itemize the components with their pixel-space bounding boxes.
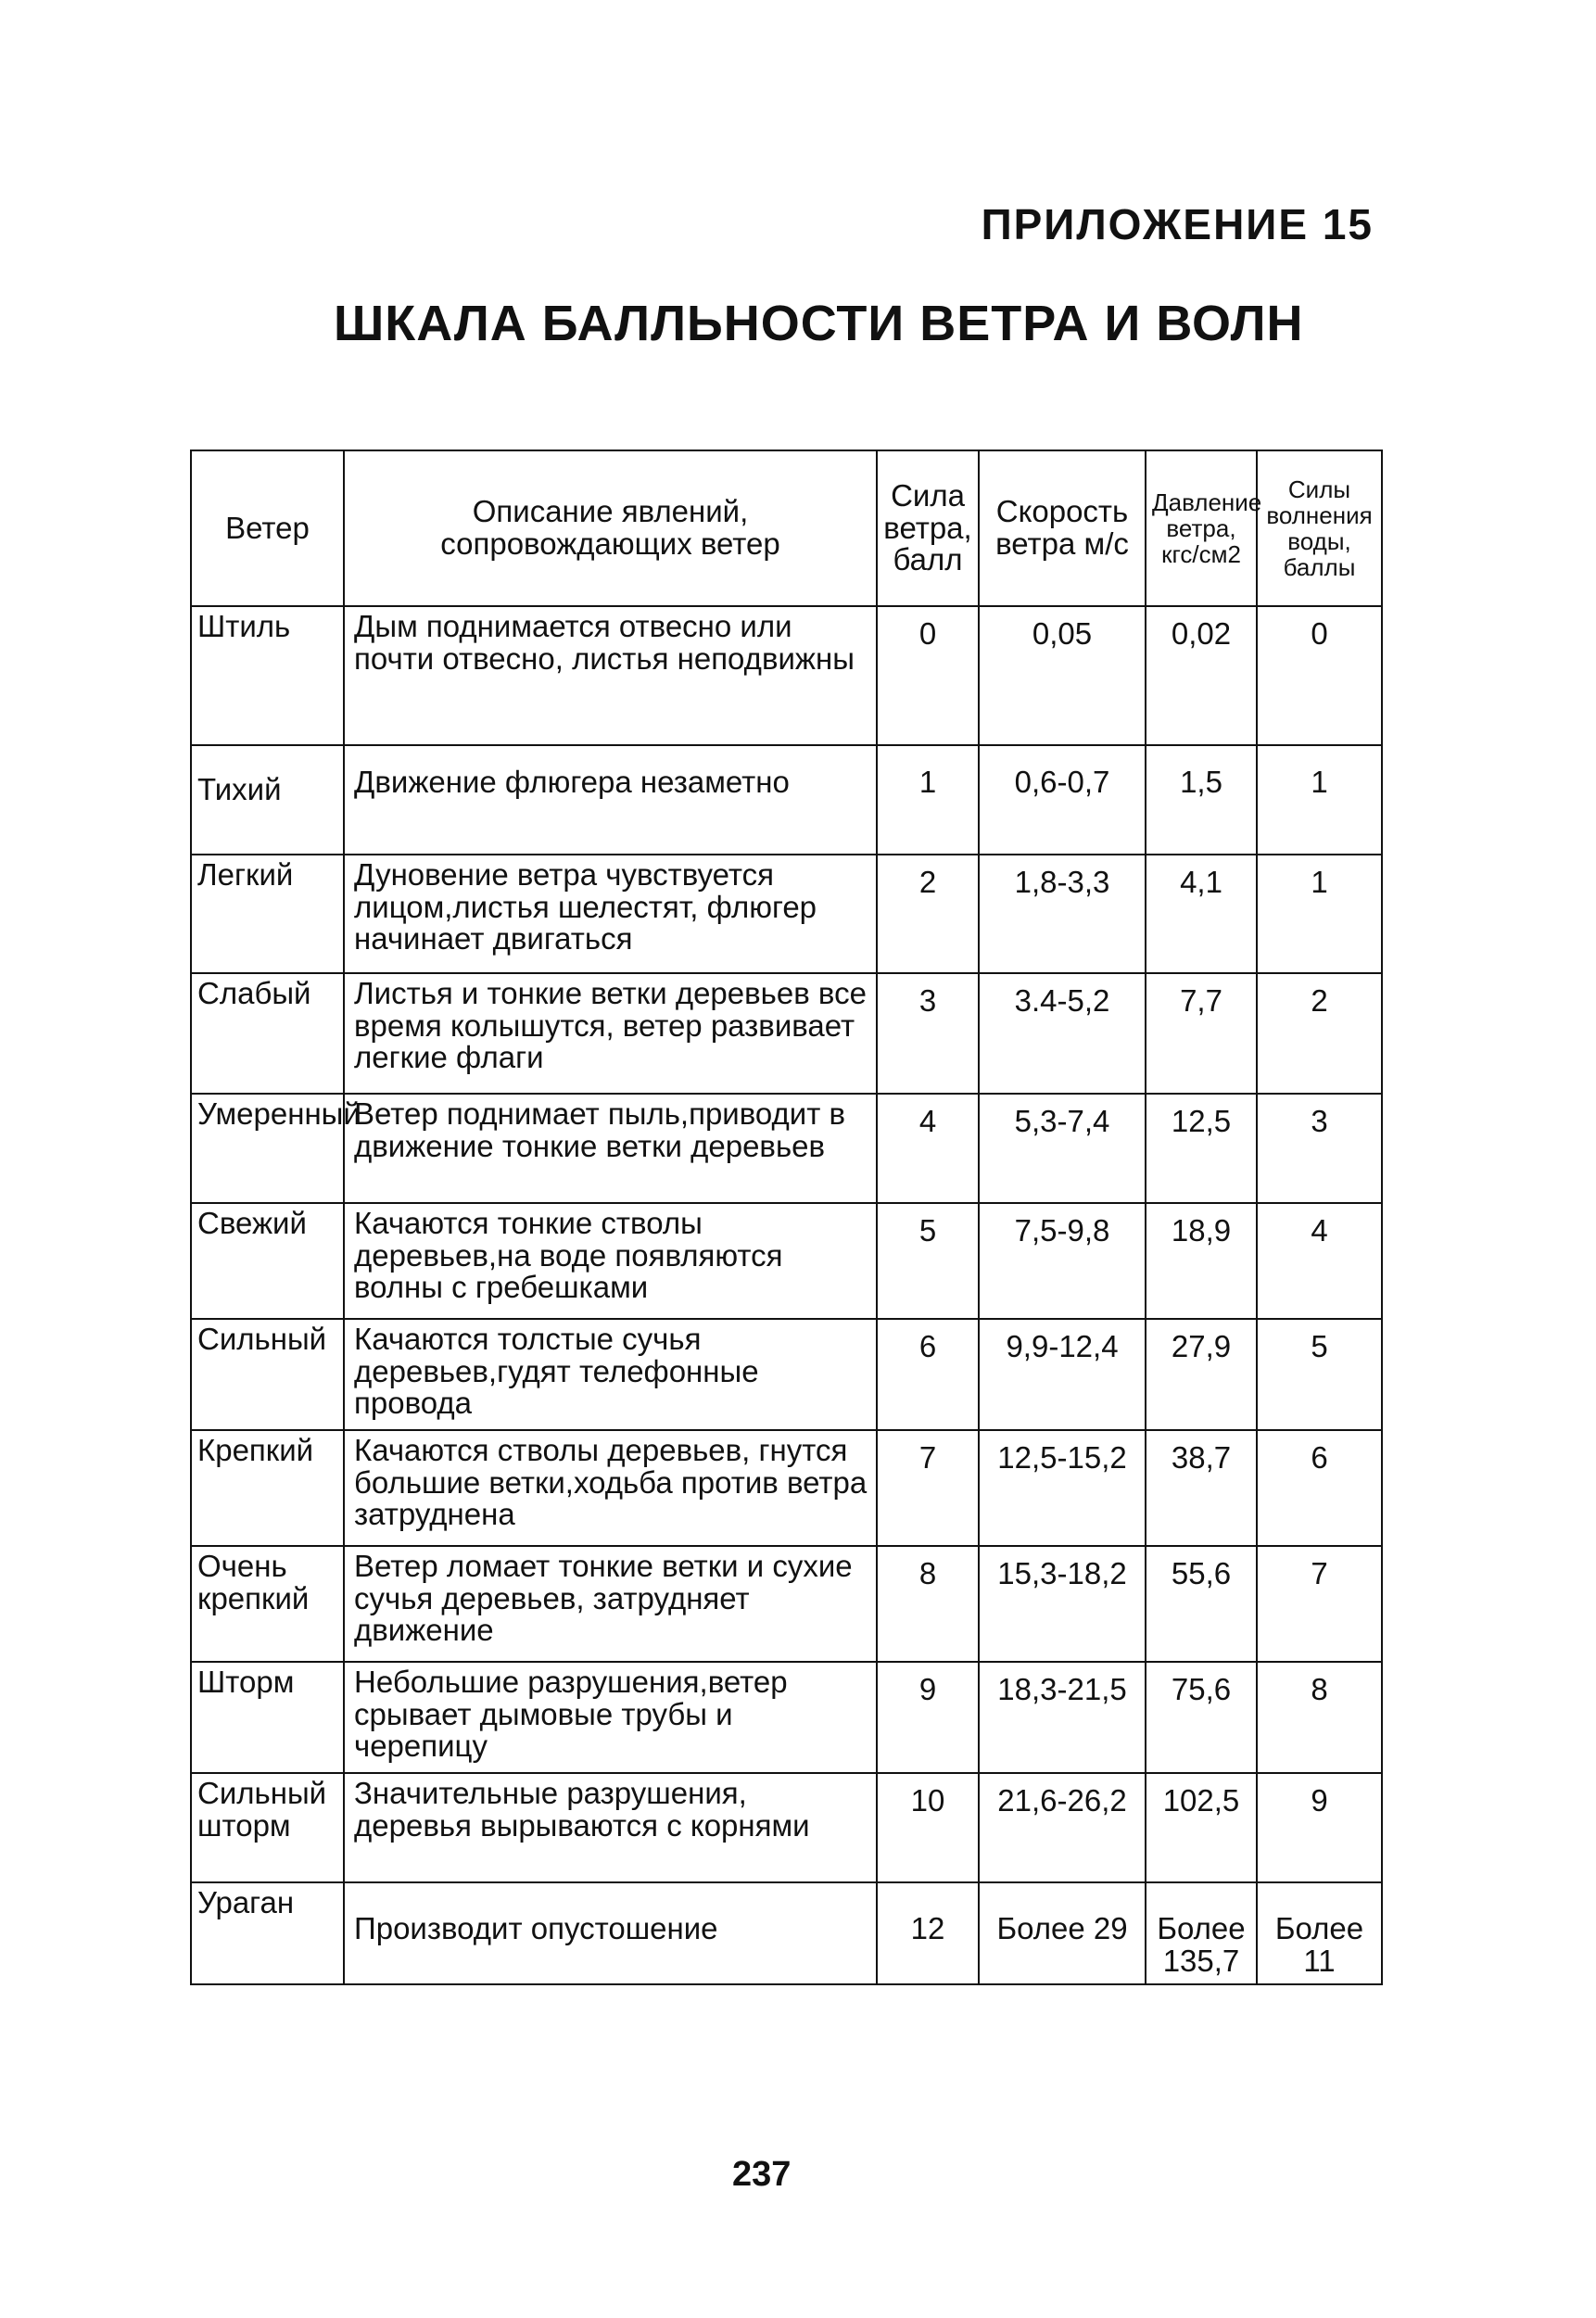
cell-force: 9 <box>877 1662 979 1773</box>
cell-wind: Слабый <box>191 973 344 1094</box>
cell-description: Небольшие разрушения,ветер срывает дымовые трубы и черепицу <box>344 1662 877 1773</box>
column-header-speed: Скорость ветра м/с <box>979 450 1146 606</box>
cell-waves: 5 <box>1257 1319 1382 1430</box>
cell-speed: 5,3-7,4 <box>979 1094 1146 1203</box>
cell-waves: 2 <box>1257 973 1382 1094</box>
cell-waves: 1 <box>1257 855 1382 973</box>
table-row <box>191 1773 1382 1882</box>
cell-waves: 0 <box>1257 606 1382 745</box>
cell-description: Значительные разрушения, деревья вырываются с корнями <box>344 1773 877 1882</box>
table-row <box>191 1430 1382 1546</box>
cell-description: Листья и тонкие ветки деревьев все время колышутся, ветер развивает легкие флаги <box>344 973 877 1094</box>
table-row <box>191 745 1382 855</box>
cell-waves: 3 <box>1257 1094 1382 1203</box>
cell-waves: 8 <box>1257 1662 1382 1773</box>
cell-description: Качаются стволы деревьев, гнутся большие ветки,ходьба против ветра затруднена <box>344 1430 877 1546</box>
column-header-description: Описание явлений, сопровождающих ветер <box>344 450 877 606</box>
cell-pressure: 0,02 <box>1146 606 1257 745</box>
table-row <box>191 606 1382 745</box>
cell-waves: 1 <box>1257 745 1382 855</box>
cell-force: 6 <box>877 1319 979 1430</box>
appendix-label: ПРИЛОЖЕНИЕ 15 <box>981 200 1374 248</box>
page-number: 237 <box>732 2155 792 2194</box>
cell-wind: Крепкий <box>191 1430 344 1546</box>
cell-wind: Ураган <box>191 1882 344 1984</box>
cell-description: Качаются тонкие стволы деревьев,на воде появляются волны с гребешками <box>344 1203 877 1319</box>
column-header-force: Сила ветра, балл <box>877 450 979 606</box>
cell-waves: Более 11 <box>1257 1882 1382 1984</box>
cell-force: 1 <box>877 745 979 855</box>
cell-speed: 7,5-9,8 <box>979 1203 1146 1319</box>
cell-wind: Штиль <box>191 606 344 745</box>
cell-description: Производит опустошение <box>344 1882 877 1984</box>
cell-pressure: 12,5 <box>1146 1094 1257 1203</box>
cell-description: Дуновение ветра чувствуется лицом,листья шелестят, флюгер начинает двигаться <box>344 855 877 973</box>
cell-pressure: 38,7 <box>1146 1430 1257 1546</box>
column-header-wind: Ветер <box>191 450 344 606</box>
wind-scale-table <box>190 450 1383 1985</box>
cell-speed: 1,8-3,3 <box>979 855 1146 973</box>
cell-speed: 12,5-15,2 <box>979 1430 1146 1546</box>
cell-wind: Умеренный <box>191 1094 344 1203</box>
cell-wind: Тихий <box>191 745 344 855</box>
cell-speed: 18,3-21,5 <box>979 1662 1146 1773</box>
cell-force: 12 <box>877 1882 979 1984</box>
cell-force: 10 <box>877 1773 979 1882</box>
column-header-waves: Силы волнения воды, баллы <box>1257 450 1382 606</box>
cell-wind: Шторм <box>191 1662 344 1773</box>
cell-wind: Сильный шторм <box>191 1773 344 1882</box>
cell-pressure: 1,5 <box>1146 745 1257 855</box>
cell-speed: 0,05 <box>979 606 1146 745</box>
cell-pressure: 27,9 <box>1146 1319 1257 1430</box>
cell-waves: 9 <box>1257 1773 1382 1882</box>
table-row <box>191 1203 1382 1319</box>
cell-pressure: 7,7 <box>1146 973 1257 1094</box>
cell-speed: Более 29 <box>979 1882 1146 1984</box>
table-row <box>191 1882 1382 1984</box>
table-header-row <box>191 450 1382 606</box>
cell-pressure: 18,9 <box>1146 1203 1257 1319</box>
cell-wind: Очень крепкий <box>191 1546 344 1662</box>
cell-pressure: 55,6 <box>1146 1546 1257 1662</box>
cell-waves: 6 <box>1257 1430 1382 1546</box>
cell-speed: 3.4-5,2 <box>979 973 1146 1094</box>
cell-description: Дым поднимается отвесно или почти отвесно, листья неподвижны <box>344 606 877 745</box>
cell-force: 5 <box>877 1203 979 1319</box>
table-row <box>191 855 1382 973</box>
table-row <box>191 973 1382 1094</box>
cell-force: 0 <box>877 606 979 745</box>
cell-wind: Легкий <box>191 855 344 973</box>
cell-pressure: 4,1 <box>1146 855 1257 973</box>
cell-description: Ветер поднимает пыль,приводит в движение тонкие ветки деревьев <box>344 1094 877 1203</box>
cell-wind: Свежий <box>191 1203 344 1319</box>
cell-pressure: 102,5 <box>1146 1773 1257 1882</box>
cell-waves: 4 <box>1257 1203 1382 1319</box>
cell-force: 8 <box>877 1546 979 1662</box>
cell-speed: 21,6-26,2 <box>979 1773 1146 1882</box>
table-row <box>191 1319 1382 1430</box>
page-title: ШКАЛА БАЛЛЬНОСТИ ВЕТРА И ВОЛН <box>334 296 1304 351</box>
cell-pressure: Более 135,7 <box>1146 1882 1257 1984</box>
cell-force: 7 <box>877 1430 979 1546</box>
cell-speed: 9,9-12,4 <box>979 1319 1146 1430</box>
column-header-pressure: Давление ветра, кгс/см2 <box>1146 450 1257 606</box>
cell-force: 2 <box>877 855 979 973</box>
table-row <box>191 1094 1382 1203</box>
cell-wind: Сильный <box>191 1319 344 1430</box>
cell-description: Движение флюгера незаметно <box>344 745 877 855</box>
cell-speed: 0,6-0,7 <box>979 745 1146 855</box>
cell-speed: 15,3-18,2 <box>979 1546 1146 1662</box>
table-row <box>191 1662 1382 1773</box>
table-row <box>191 1546 1382 1662</box>
cell-pressure: 75,6 <box>1146 1662 1257 1773</box>
cell-description: Качаются толстые сучья деревьев,гудят телефонные провода <box>344 1319 877 1430</box>
cell-force: 3 <box>877 973 979 1094</box>
cell-waves: 7 <box>1257 1546 1382 1662</box>
cell-force: 4 <box>877 1094 979 1203</box>
cell-description: Ветер ломает тонкие ветки и сухие сучья деревьев, затрудняет движение <box>344 1546 877 1662</box>
